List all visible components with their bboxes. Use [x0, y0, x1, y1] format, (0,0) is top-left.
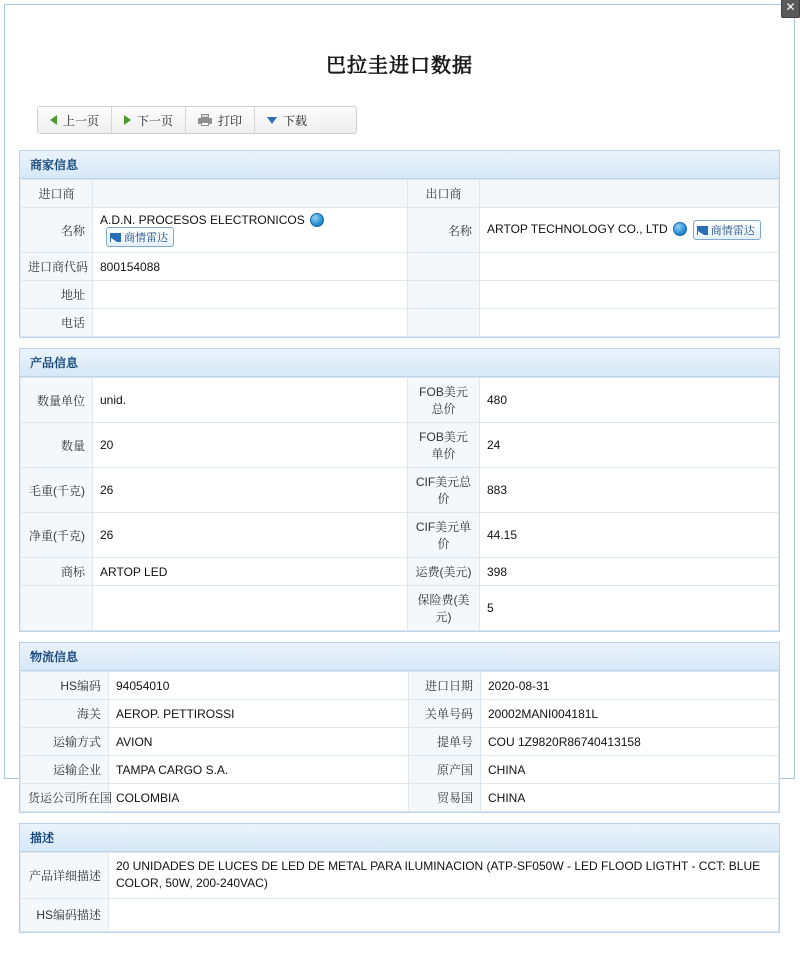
- empty-value-1: [480, 253, 779, 281]
- table-row: [21, 784, 779, 812]
- cif-total-value: 883: [480, 468, 779, 513]
- qty-unit-label: 数量单位: [21, 378, 93, 423]
- table-row: [21, 423, 779, 468]
- origin-country-value: CHINA: [481, 756, 779, 784]
- address-label: 地址: [21, 281, 93, 309]
- qty-unit-value: unid.: [93, 378, 408, 423]
- empty-label-1: [408, 253, 480, 281]
- arrow-down-icon: [267, 117, 277, 124]
- fob-unit-label: FOB美元单价: [408, 423, 480, 468]
- radar-icon: [110, 233, 121, 242]
- transport-company-value: TAMPA CARGO S.A.: [109, 756, 409, 784]
- brand-label: 商标: [21, 558, 93, 586]
- cif-total-label: CIF美元总价: [408, 468, 480, 513]
- table-row: [21, 728, 779, 756]
- declaration-no-value: 20002MANI004181L: [481, 700, 779, 728]
- merchant-table: [20, 179, 779, 337]
- declaration-no-label: 关单号码: [409, 700, 481, 728]
- fob-unit-value: 24: [480, 423, 779, 468]
- net-weight-value: 26: [93, 513, 408, 558]
- table-row: [21, 208, 779, 253]
- logistics-table: [20, 671, 779, 812]
- table-row: [21, 586, 779, 631]
- arrow-left-icon: [50, 115, 57, 125]
- section-product-info: [19, 348, 780, 632]
- toolbar: [37, 106, 357, 134]
- import-date-label: 进口日期: [409, 672, 481, 700]
- printer-icon: [198, 114, 212, 126]
- customs-value: AEROP. PETTIROSSI: [109, 700, 409, 728]
- empty-value-4: [93, 586, 408, 631]
- exporter-name-value: [480, 208, 779, 253]
- section-merchant-info: [19, 150, 780, 338]
- print-button[interactable]: [186, 107, 255, 133]
- empty-value-3: [480, 309, 779, 337]
- product-table: [20, 377, 779, 631]
- download-label: 下载: [283, 113, 308, 128]
- table-row: [21, 309, 779, 337]
- table-row: [21, 700, 779, 728]
- transport-mode-label: 运输方式: [21, 728, 109, 756]
- table-row: [21, 558, 779, 586]
- section-title-logistics: 物流信息: [20, 643, 779, 671]
- importer-name-value: [93, 208, 408, 253]
- gross-weight-value: 26: [93, 468, 408, 513]
- table-row: [21, 378, 779, 423]
- hs-code-value: 94054010: [109, 672, 409, 700]
- importer-name-label: 名称: [21, 208, 93, 253]
- bill-no-label: 提单号: [409, 728, 481, 756]
- forwarder-country-value: COLOMBIA: [109, 784, 409, 812]
- net-weight-label: 净重(千克): [21, 513, 93, 558]
- radar-badge-importer[interactable]: [106, 227, 174, 247]
- radar-icon: [697, 226, 708, 235]
- section-title-merchant: 商家信息: [20, 151, 779, 179]
- cif-unit-label: CIF美元单价: [408, 513, 480, 558]
- customs-label: 海关: [21, 700, 109, 728]
- section-description: [19, 823, 780, 933]
- import-date-value: 2020-08-31: [481, 672, 779, 700]
- gross-weight-label: 毛重(千克): [21, 468, 93, 513]
- phone-label: 电话: [21, 309, 93, 337]
- origin-country-label: 原产国: [409, 756, 481, 784]
- qty-label: 数量: [21, 423, 93, 468]
- brand-value: ARTOP LED: [93, 558, 408, 586]
- table-row: [21, 898, 779, 931]
- product-desc-value: 20 UNIDADES DE LUCES DE LED DE METAL PARA ILUMINACION (ATP-SF050W - LED FLOOD LIGTHT - CCT: BLUE COLOR, 50W, 200-240VAC): [109, 853, 779, 899]
- section-logistics-info: [19, 642, 780, 813]
- section-title-description: 描述: [20, 824, 779, 852]
- table-row: [21, 468, 779, 513]
- qty-value: 20: [93, 423, 408, 468]
- empty-label-3: [408, 309, 480, 337]
- empty-label-2: [408, 281, 480, 309]
- importer-code-value: 800154088: [93, 253, 408, 281]
- prev-page-label: 上一页: [63, 113, 100, 128]
- table-row: [21, 756, 779, 784]
- table-row: [21, 672, 779, 700]
- globe-icon[interactable]: [673, 222, 687, 236]
- download-button[interactable]: [255, 107, 319, 133]
- close-icon[interactable]: ✕: [781, 0, 800, 18]
- importer-code-label: 进口商代码: [21, 253, 93, 281]
- address-value: [93, 281, 408, 309]
- radar-badge-exporter[interactable]: [693, 220, 761, 240]
- hs-desc-value: [109, 898, 779, 931]
- importer-name-text: A.D.N. PROCESOS ELECTRONICOS: [100, 213, 305, 227]
- exporter-header: 出口商: [408, 180, 480, 208]
- prev-page-button[interactable]: [38, 107, 112, 133]
- empty-label-4: [21, 586, 93, 631]
- phone-value: [93, 309, 408, 337]
- importer-header: 进口商: [21, 180, 93, 208]
- table-row: [21, 853, 779, 899]
- next-page-button[interactable]: [112, 107, 186, 133]
- forwarder-country-label: 货运公司所在国: [21, 784, 109, 812]
- exporter-name-label: 名称: [408, 208, 480, 253]
- exporter-name-text: ARTOP TECHNOLOGY CO., LTD: [487, 222, 668, 237]
- trade-country-label: 贸易国: [409, 784, 481, 812]
- hs-code-label: HS编码: [21, 672, 109, 700]
- next-page-label: 下一页: [137, 113, 174, 128]
- table-row: [21, 281, 779, 309]
- fob-total-label: FOB美元总价: [408, 378, 480, 423]
- fob-total-value: 480: [480, 378, 779, 423]
- freight-label: 运费(美元): [408, 558, 480, 586]
- table-row: [21, 253, 779, 281]
- description-table: [20, 852, 779, 932]
- empty-value-2: [480, 281, 779, 309]
- insurance-value: 5: [480, 586, 779, 631]
- insurance-label: 保险费(美元): [408, 586, 480, 631]
- transport-mode-value: AVION: [109, 728, 409, 756]
- print-label: 打印: [218, 113, 243, 128]
- table-row: [21, 513, 779, 558]
- arrow-right-icon: [124, 115, 131, 125]
- page-title: 巴拉圭进口数据: [326, 55, 473, 77]
- radar-badge-label: 商情雷达: [124, 232, 168, 244]
- section-title-product: 产品信息: [20, 349, 779, 377]
- bill-no-value: COU 1Z9820R86740413158: [481, 728, 779, 756]
- import-data-dialog: [4, 0, 796, 923]
- radar-badge-label: 商情雷达: [710, 225, 755, 237]
- product-desc-label: 产品详细描述: [21, 853, 109, 899]
- table-row: [21, 180, 779, 208]
- globe-icon[interactable]: [310, 213, 324, 227]
- hs-desc-label: HS编码描述: [21, 898, 109, 931]
- cif-unit-value: 44.15: [480, 513, 779, 558]
- transport-company-label: 运输企业: [21, 756, 109, 784]
- freight-value: 398: [480, 558, 779, 586]
- trade-country-value: CHINA: [481, 784, 779, 812]
